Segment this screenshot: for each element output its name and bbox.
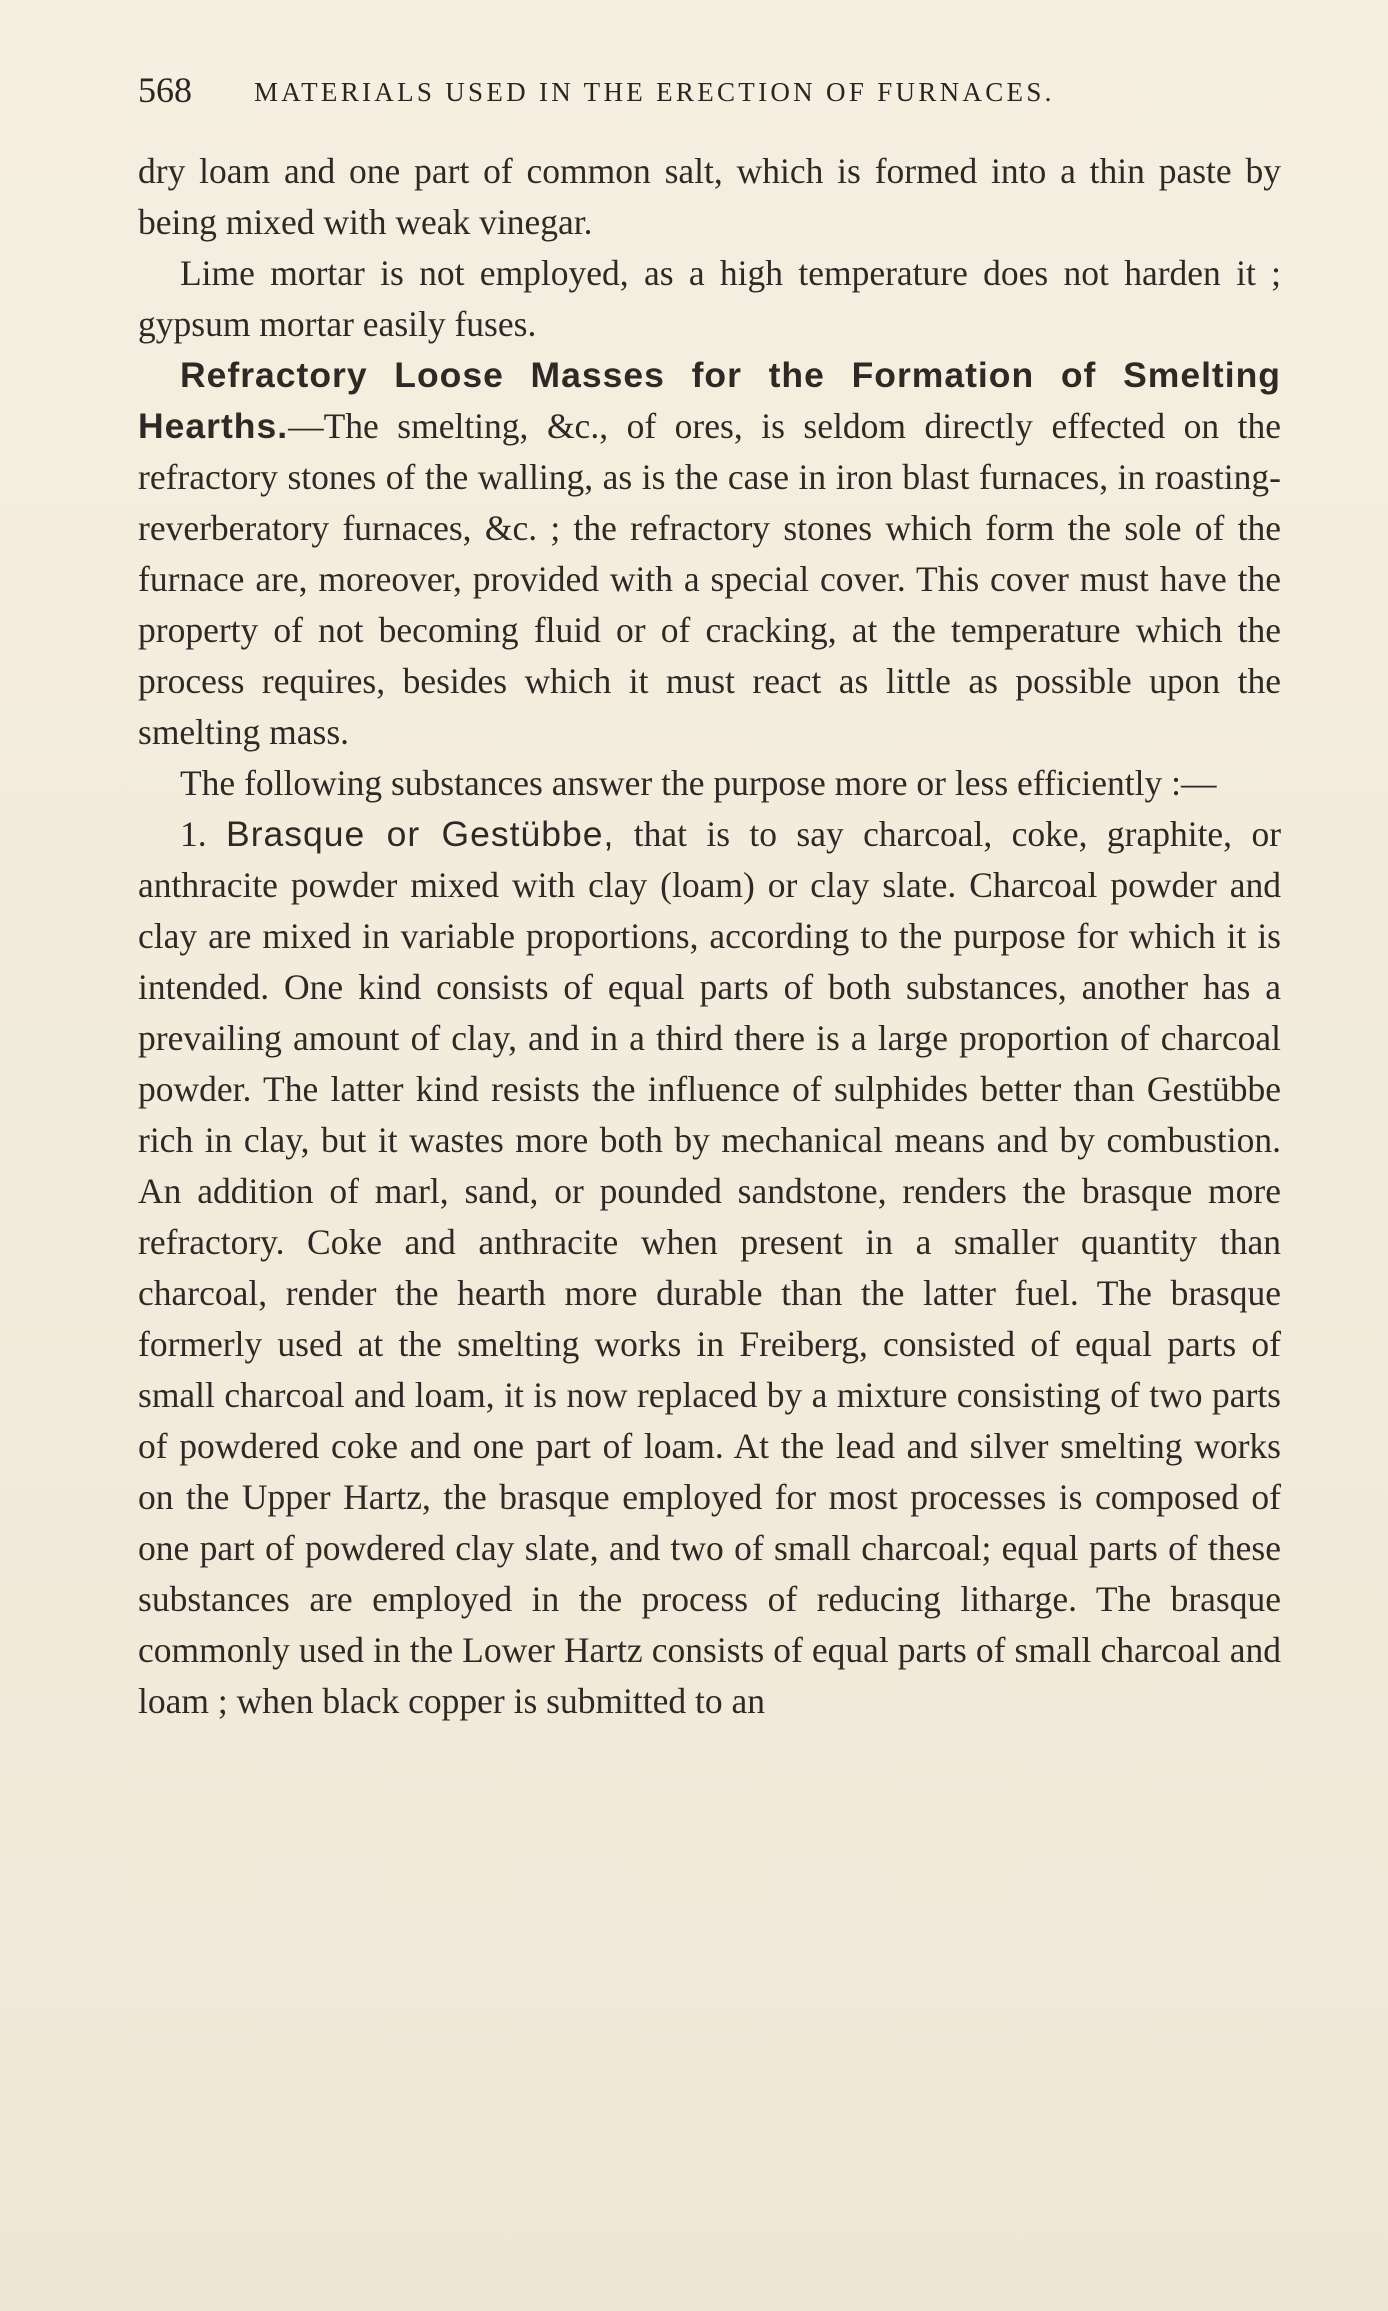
page-header	[138, 68, 1288, 112]
paragraph-3-text: —The smelting, &c., of ores, is seldom directly effected on the refractory stones of the walling, as is the case in iron blast furnaces, in roasting-reverberatory furnaces, &c. ; the refractory stones which form the sole of the furnace are, moreover, provided with a special cover. This cover must have the property of not becoming fluid or of cracking, at the temperature which the process requires, besides which it must react as little as possible upon the smelting mass.	[138, 406, 1281, 752]
paragraph-3	[138, 350, 1281, 758]
page-number: 568	[138, 70, 192, 110]
paragraph-4: The following substances answer the purpose more or less efficiently :—	[180, 763, 1217, 803]
paragraph-term: Brasque or Gestübbe,	[226, 814, 615, 854]
paragraph-5-text: that is to say charcoal, coke, graphite, or anthracite powder mixed with clay (loam) or clay slate. Charcoal powder and clay are mixed in variable proportions, according to the purpose for which it is intended. One kind consists of equal parts of both substances, another has a prevailing amount of clay, and in a third there is a large proportion of charcoal powder. The latter kind resists the influence of sulphides better than Gestübbe rich in clay, but it wastes more both by mechanical means and by combustion. An addition of marl, sand, or pounded sandstone, renders the brasque more refractory. Coke and anthracite when present in a smaller quantity than charcoal, render the hearth more durable than the latter fuel. The brasque formerly used at the smelting works in Freiberg, consisted of equal parts of small charcoal and loam, it is now replaced by a mixture consisting of two parts of powdered coke and one part of loam. At the lead and silver smelting works on the Upper Hartz, the brasque employed for most processes is composed of one part of powdered clay slate, and two of small charcoal; equal parts of these substances are employed in the process of reducing litharge. The brasque commonly used in the Lower Hartz consists of equal parts of small charcoal and loam ; when black copper is submitted to an	[138, 814, 1282, 1721]
paragraph-1: dry loam and one part of common salt, which is formed into a thin paste by being mixed with weak vinegar.	[138, 151, 1281, 242]
paragraph-2: Lime mortar is not employed, as a high temperature does not harden it ; gypsum mortar easily fuses.	[138, 253, 1281, 344]
section-heading: Refractory Loose Masses for the Formation of Smelting Hearths.	[138, 355, 1281, 446]
body-text	[138, 146, 1281, 1727]
paragraph-5	[138, 809, 1281, 1727]
running-head: MATERIALS USED IN THE ERECTION OF FURNACES.	[254, 77, 1055, 107]
paragraph-number: 1.	[180, 814, 207, 854]
